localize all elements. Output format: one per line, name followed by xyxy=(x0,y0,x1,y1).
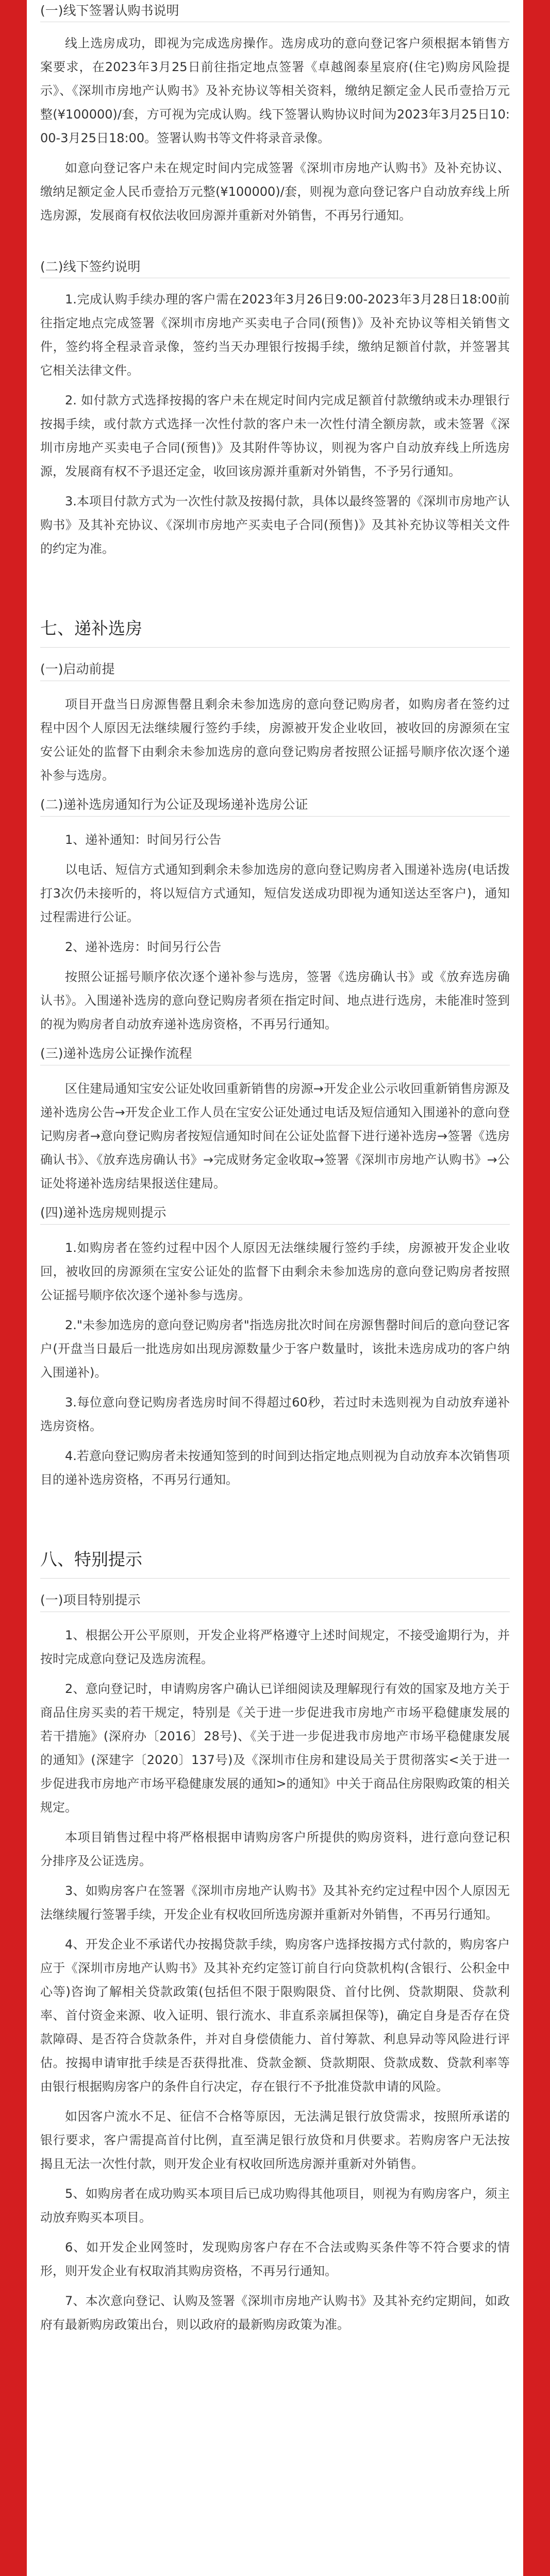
paragraph: 2."未参加选房的意向登记购房者"指选房批次时间在房源售罄时间后的意向登记客户(开盘当日最后一批选房如出现房源数量少于客户数量时，该批未选房成功的客户纳入围递补)。 xyxy=(40,1318,510,1380)
section-offline-signing-header xyxy=(40,256,510,278)
paragraph: 2、递补选房：时间另行公告 xyxy=(65,940,222,954)
paragraph: 如意向登记客户未在规定时间内完成签署《深圳市房地产认购书》及补充协议、缴纳足额定金人民币壹拾万元整(¥100000)/套，则视为意向登记客户自动放弃线上所选房源，发展商有权依法收回房源并重新对外销售，不再另行通知。 xyxy=(40,161,510,223)
paragraph: 区住建局通知宝安公证处收回重新销售的房源→开发企业公示收回重新销售房源及递补选房公告→开发企业工作人员在宝安公证处通过电话及短信通知入围递补的意向登记购房者→意向登记购房者按短信通知时间在公证处监督下进行递补选房→签署《选房确认书》、《放弃选房确认书》→完成财务定金收取→签署《深圳市房地产认购书》→公证处将递补选房结果报送住建局。 xyxy=(40,1081,510,1191)
section-offline-subscription-header xyxy=(40,0,510,22)
section-title: (一)线下签署认购书说明 xyxy=(40,3,179,18)
subsection-title: (二)递补选房通知行为公证及现场递补选房公证 xyxy=(40,797,308,812)
paragraph: 5、如购房者在成功购买本项目后已成功购得其他项目，则视为有购房客户，须主动放弃购买本项目。 xyxy=(40,2187,510,2225)
subsection-title: (一)启动前提 xyxy=(40,662,115,676)
paragraph: 1、递补通知：时间另行公告 xyxy=(65,833,222,847)
paragraph: 项目开盘当日房源售罄且剩余未参加选房的意向登记购房者，如购房者在签约过程中因个人原因无法继续履行签约手续，房源被开发企业收回，被收回的房源须在宝安公证处的监督下由剩余未参加选房的意向登记购房者按照公证摇号顺序依次逐个递补参与选房。 xyxy=(40,697,510,783)
section-seven-header xyxy=(40,613,510,648)
paragraph: 以电话、短信方式通知到剩余未参加选房的意向登记购房者入围递补选房(电话拨打3次仍未接听的，将以短信方式通知，短信发送成功即视为通知送达至客户)，通知过程需进行公证。 xyxy=(40,862,510,924)
section-seven-title: 七、递补选房 xyxy=(40,618,142,638)
paragraph: 2. 如付款方式选择按揭的客户未在规定时间内完成足额首付款缴纳或未办理银行按揭手续，或付款方式选择一次性付款的客户未一次性付清全额房款，或未签署《深圳市房地产买卖电子合同(预售)》及其附件等协议，则视为客户自动放弃线上所选房源，发展商有权不予退还定金，收回该房源并重新对外销售，不予另行通知。 xyxy=(40,393,510,479)
paragraph: 如因客户流水不足、征信不合格等原因，无法满足银行放贷需求，按照所承诺的银行要求，客户需提高首付比例，直至满足银行放贷和月供要求。若购房客户无法按揭且无法一次性付款，则开发企业有权收回所选房源并重新对外销售。 xyxy=(40,2109,510,2171)
paragraph: 3、如购房客户在签署《深圳市房地产认购书》及其补充约定过程中因个人原因无法继续履行签署手续，开发企业有权收回所选房源并重新对外销售，不再另行通知。 xyxy=(40,1884,510,1922)
paragraph: 本项目销售过程中将严格根据申请购房客户所提供的购房资料，进行意向登记积分排序及公证选房。 xyxy=(40,1830,510,1868)
paragraph: 6、如开发企业网签时，发现购房客户存在不合法或购买条件等不符合要求的情形，则开发企业有权取消其购房资格，不再另行通知。 xyxy=(40,2240,510,2278)
paragraph: 2、意向登记时，申请购房客户确认已详细阅读及理解现行有效的国家及地方关于商品住房买卖的若干规定，特别是《关于进一步促进我市房地产市场平稳健康发展的若干措施》(深府办〔2016〕28号)、《关于进一步促进我市房地产市场平稳健康发展的通知》(深建字〔2020〕137号)及《深圳市住房和建设局关于贯彻落实<关于进一步促进我市房地产市场平稳健康发展的通知>的通知》中关于商品住房限购政策的相关规定。 xyxy=(40,1682,510,1815)
section-title: (二)线下签约说明 xyxy=(40,259,141,274)
paragraph: 3.每位意向登记购房者选房时间不得超过60秒，若过时未选则视为自动放弃递补选房资格。 xyxy=(40,1395,510,1433)
paragraph: 4、开发企业不承诺代办按揭贷款手续，购房客户选择按揭方式付款的，购房客户应于《深圳市房地产认购书》及其补充约定签订前自行向贷款机构(含银行、公积金中心等)咨询了解相关贷款政策(包括但不限于限购限贷、首付比例、贷款期限、贷款利率、首付资金来源、收入证明、银行流水、非直系亲属担保等)，确定自身是否存在贷款障碍、是否符合贷款条件，并对自身偿债能力、首付筹款、利息异动等风险进行评估。按揭申请审批手续是否获得批准、贷款金额、贷款期限、贷款成数、贷款利率等由银行根据购房客户的条件自行决定，存在银行不予批准贷款申请的风险。 xyxy=(40,1937,510,2094)
subsection-header xyxy=(40,1589,510,1612)
paragraph: 1、根据公开公平原则，开发企业将严格遵守上述时间规定，不接受逾期行为，并按时完成意向登记及选房流程。 xyxy=(40,1628,510,1666)
paragraph: 线上选房成功，即视为完成选房操作。选房成功的意向登记客户须根据本销售方案要求，在2023年3月25日前往指定地点签署《卓越阁泰星宸府(住宅)购房风险提示》、《深圳市房地产认购书》及补充协议等相关资料，缴纳足额定金人民币壹拾万元整(¥100000)/套，方可视为完成认购。线下签署认购协议时间为2023年3月25日10:00-3月25日18:00。签署认购书等文件将录音录像。 xyxy=(40,36,510,145)
subsection-title: (四)递补选房规则提示 xyxy=(40,1205,166,1220)
announcement-page xyxy=(27,0,523,2576)
subsection-title: (三)递补选房公证操作流程 xyxy=(40,1046,192,1061)
paragraph: 1.完成认购手续办理的客户需在2023年3月26日9:00-2023年3月28日18:00前往指定地点完成签署《深圳市房地产买卖电子合同(预售)》及补充协议等相关销售文件，签约将全程录音录像，签约当天办理银行按揭手续，缴纳足额首付款，并签署其它相关法律文件。 xyxy=(40,292,510,378)
section-eight-title: 八、特别提示 xyxy=(40,1549,142,1569)
subsection-header xyxy=(40,1042,510,1065)
paragraph: 4.若意向登记购房者未按通知签到的时间到达指定地点则视为自动放弃本次销售项目的递补选房资格，不再另行通知。 xyxy=(40,1449,510,1487)
subsection-header xyxy=(40,658,510,681)
subsection-header xyxy=(40,1201,510,1225)
paragraph: 按照公证摇号顺序依次逐个递补参与选房，签署《选房确认书》或《放弃选房确认书》。入围递补选房的意向登记购房者须在指定时间、地点进行选房，未能准时签到的视为购房者自动放弃递补选房资格，不再另行通知。 xyxy=(40,970,510,1031)
subsection-header xyxy=(40,793,510,817)
section-eight-header xyxy=(40,1544,510,1579)
paragraph: 1.如购房者在签约过程中因个人原因无法继续履行签约手续，房源被开发企业收回，被收回的房源须在宝安公证处的监督下由剩余未参加选房的意向登记购房者按照公证摇号顺序依次逐个递补参与选房。 xyxy=(40,1241,510,1302)
subsection-title: (一)项目特别提示 xyxy=(40,1592,141,1607)
paragraph: 3.本项目付款方式为一次性付款及按揭付款，具体以最终签署的《深圳市房地产认购书》及其补充协议、《深圳市房地产买卖电子合同(预售)》及其补充协议等相关文件的约定为准。 xyxy=(40,494,510,556)
paragraph: 7、本次意向登记、认购及签署《深圳市房地产认购书》及其补充约定期间，如政府有最新购房政策出台，则以政府的最新购房政策为准。 xyxy=(40,2294,510,2332)
